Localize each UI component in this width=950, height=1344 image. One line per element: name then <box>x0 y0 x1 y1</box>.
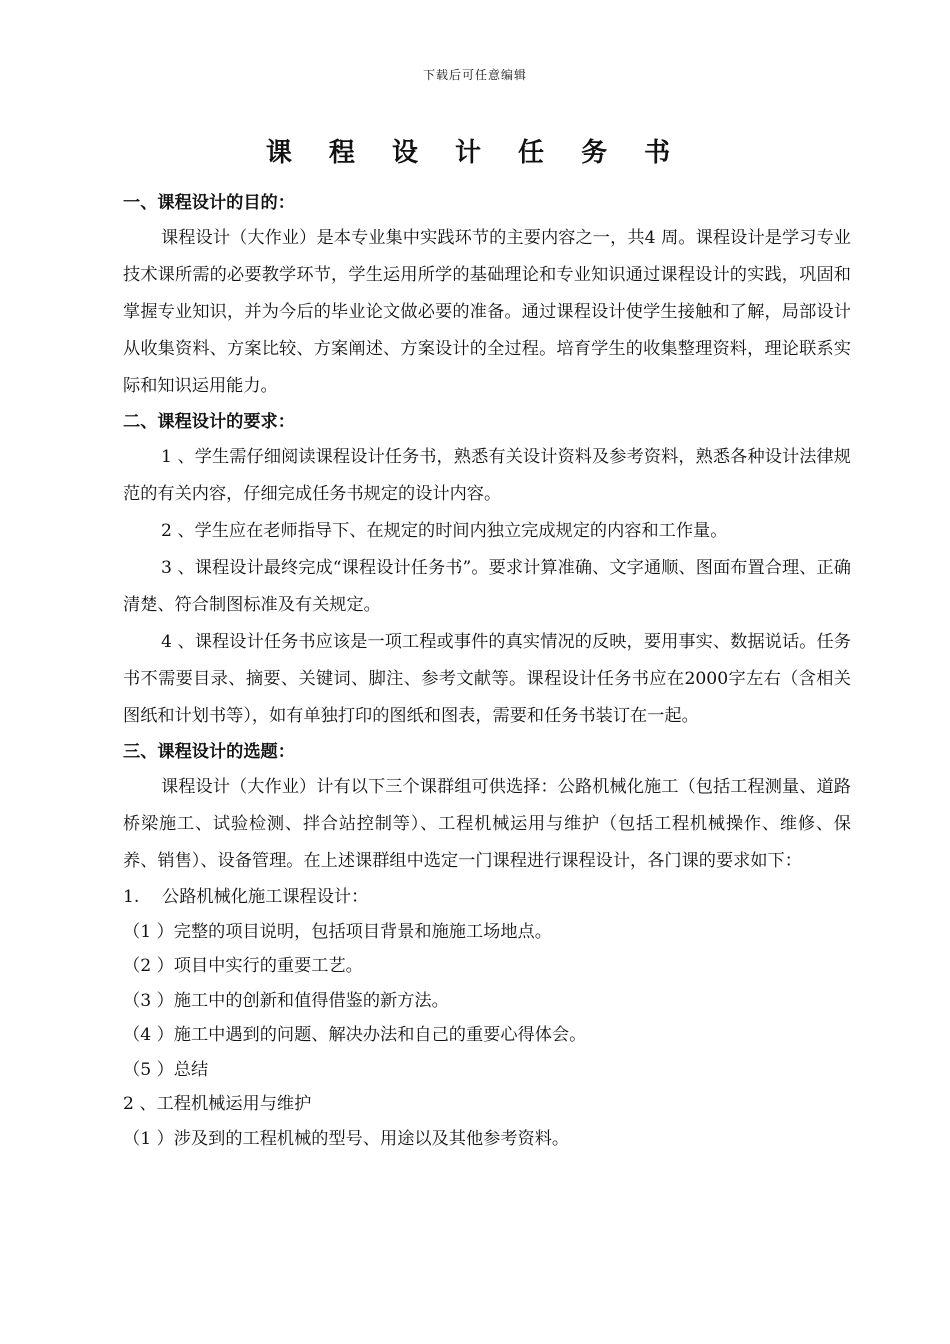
section-heading-requirements: 二、课程设计的要求： <box>123 412 295 432</box>
course1-item: （1 ）完整的项目说明，包括项目背景和施施工场地点。 <box>123 921 552 942</box>
requirement-item: 2 、学生应在老师指导下、在规定的时间内独立完成规定的内容和工作量。 <box>161 521 728 541</box>
topics-paragraph: 课程设计（大作业）计有以下三个课群组可供选择：公路机械化施工（包括工程测量、道路桥梁施工、试验检测、拌合站控制等）、工程机械运用与维护（包括工程机械操作、维修、保养、销售）、设备管理。在上述课群组中选定一门课程进行课程设计，各门课的要求如下： <box>123 777 851 871</box>
purpose-paragraph: 课程设计（大作业）是本专业集中实践环节的主要内容之一，共4 周。课程设计是学习专业技术课所需的必要教学环节，学生运用所学的基础理论和专业知识通过课程设计的实践，巩固和掌握专业知识，并为今后的毕业论文做必要的准备。通过课程设计使学生接触和了解，局部设计从收集资料、方案比较、方案阐述、方案设计的全过程。培育学生的收集整理资料，理论联系实际和知识运用能力。 <box>123 228 851 396</box>
document-body <box>123 186 851 1156</box>
requirement-item: 3 、课程设计最终完成“课程设计任务书”。要求计算准确、文字通顺、图面布置合理、正确清楚、符合制图标准及有关规定。 <box>123 558 851 615</box>
course2-item: （1 ）涉及到的工程机械的型号、用途以及其他参考资料。 <box>123 1128 570 1149</box>
course1-item: （5 ）总结 <box>123 1059 209 1080</box>
section-heading-purpose: 一、课程设计的目的： <box>123 193 295 213</box>
course2-title: 2 、工程机械运用与维护 <box>123 1094 312 1114</box>
requirement-item: 1 、学生需仔细阅读课程设计任务书，熟悉有关设计资料及参考资料，熟悉各种设计法律规范的有关内容，仔细完成任务书规定的设计内容。 <box>123 447 851 504</box>
course1-item: （3 ）施工中的创新和值得借鉴的新方法。 <box>123 990 449 1011</box>
course1-title: 1. 公路机械化施工课程设计： <box>123 887 369 907</box>
section-heading-topics: 三、课程设计的选题： <box>123 742 295 762</box>
page-header: 下载后可任意编辑 <box>422 68 527 82</box>
course1-item: （2 ）项目中实行的重要工艺。 <box>123 956 363 976</box>
document-title: 课 程 设 计 任 务 书 <box>265 138 685 168</box>
course1-item: （4 ）施工中遇到的问题、解决办法和自己的重要心得体会。 <box>123 1025 587 1045</box>
requirement-item: 4 、课程设计任务书应该是一项工程或事件的真实情况的反映，要用事实、数据说话。任务书不需要目录、摘要、关键词、脚注、参考文献等。课程设计任务书应在2000字左右（含相关图纸和计划书等），如有单独打印的图纸和图表，需要和任务书装订在一起。 <box>123 632 851 726</box>
